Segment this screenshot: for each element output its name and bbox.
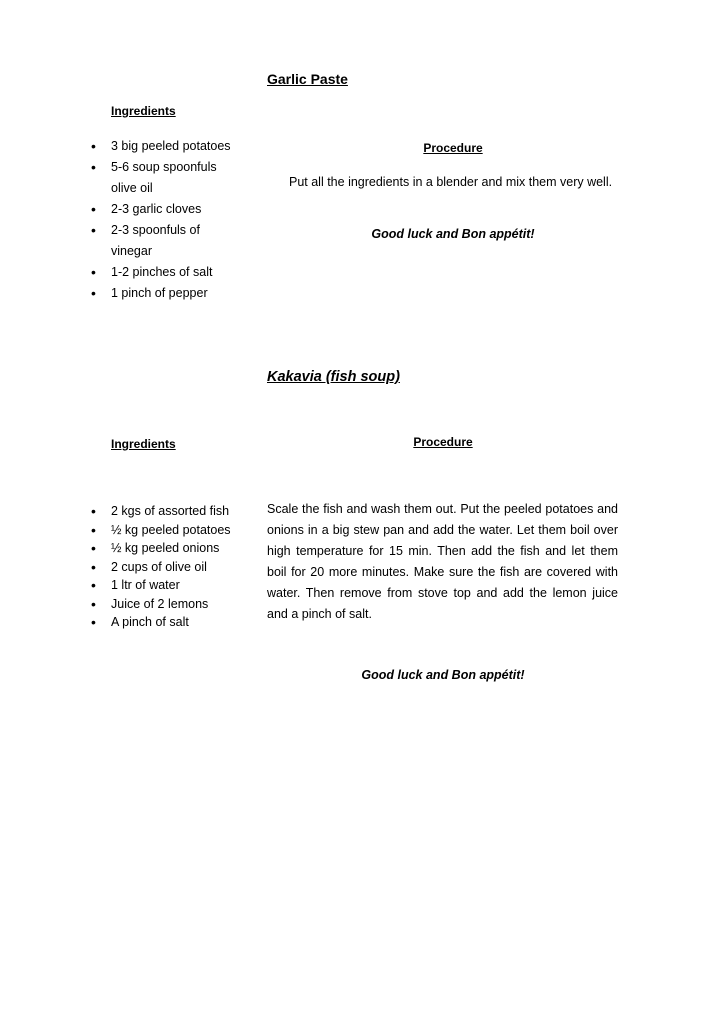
ingredients-list — [89, 136, 241, 304]
bullet-icon: • — [91, 222, 96, 238]
recipe-title-kakavia: Kakavia (fish soup) — [267, 369, 400, 385]
ingredient-text: 2-3 garlic cloves — [111, 202, 202, 216]
list-item — [89, 283, 241, 304]
bullet-icon: • — [91, 558, 96, 575]
list-item — [89, 502, 241, 521]
procedure-text: Put all the ingredients in a blender and mix them very well. — [289, 175, 613, 189]
ingredient-text: 2 cups of olive oil — [111, 559, 207, 574]
ingredients-list — [89, 502, 241, 632]
ingredient-text: ½ kg peeled onions — [111, 541, 220, 555]
closing-text: Good luck and Bon appétit! — [371, 227, 535, 241]
ingredient-text: 2 kgs of assorted fish — [111, 504, 230, 518]
list-item — [89, 613, 241, 632]
ingredient-text: 1-2 pinches of salt — [111, 265, 213, 279]
list-item — [89, 595, 241, 614]
procedure-heading: Procedure — [423, 141, 483, 155]
bullet-icon: • — [91, 285, 96, 301]
list-item — [89, 262, 241, 283]
list-item — [89, 136, 241, 157]
list-item — [89, 558, 241, 577]
list-item — [89, 157, 241, 199]
list-item — [89, 199, 241, 220]
procedure-heading: Procedure — [413, 435, 473, 449]
bullet-icon: • — [91, 264, 96, 280]
ingredients-heading: Ingredients — [111, 104, 176, 118]
bullet-icon: • — [91, 540, 96, 556]
ingredient-text: 3 big peeled potatoes — [111, 139, 231, 153]
recipe-title-garlic-paste: Garlic Paste — [267, 71, 348, 87]
bullet-icon: • — [91, 201, 96, 217]
ingredient-text: A pinch of salt — [111, 615, 189, 629]
procedure-text: Scale the fish and wash them out. Put the peeled potatoes and onions in a big stew pan and add the water. Let them boil over high temperature for 15 min. Then add the fish and let them boil for 20 more minutes. Make sure the fish are covered with water. Then remove from stove top and add the lemon juice and a pinch of salt. — [267, 502, 618, 621]
ingredients-heading: Ingredients — [111, 437, 176, 451]
ingredient-text: 5-6 soup spoonfuls olive oil — [111, 160, 217, 195]
list-item — [89, 576, 241, 595]
list-item — [89, 521, 241, 540]
bullet-icon: • — [91, 595, 96, 612]
list-item — [89, 539, 241, 558]
ingredient-text: 2-3 spoonfuls of vinegar — [111, 223, 200, 258]
list-item — [89, 220, 241, 262]
bullet-icon: • — [91, 614, 96, 630]
bullet-icon: • — [91, 159, 96, 175]
closing-text: Good luck and Bon appétit! — [361, 668, 525, 682]
bullet-icon: • — [91, 138, 96, 154]
bullet-icon: • — [91, 503, 96, 519]
ingredient-text: Juice of 2 lemons — [111, 596, 209, 611]
ingredient-text: ½ kg peeled potatoes — [111, 522, 231, 537]
ingredient-text: 1 pinch of pepper — [111, 286, 208, 300]
bullet-icon: • — [91, 521, 96, 538]
bullet-icon: • — [91, 577, 96, 593]
ingredient-text: 1 ltr of water — [111, 578, 180, 592]
